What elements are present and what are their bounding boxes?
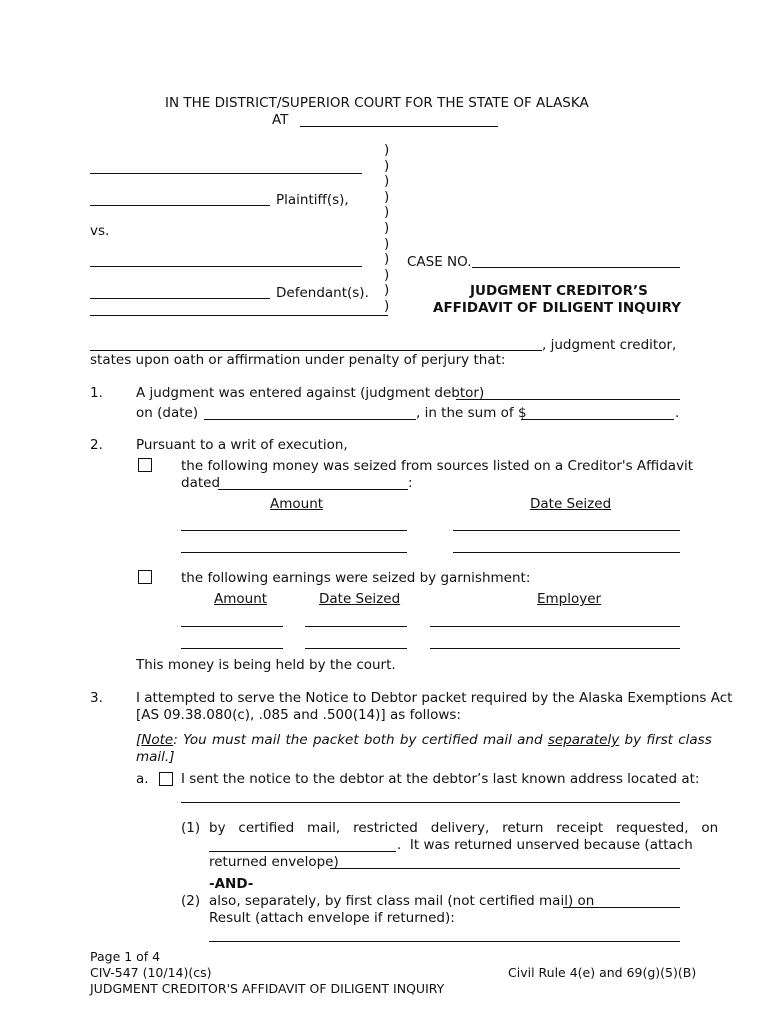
- amount-field-2[interactable]: [181, 552, 407, 553]
- last-known-address-text: I sent the notice to the debtor at the debtor’s last known address located at:: [181, 771, 700, 787]
- judgment-debtor-field[interactable]: [456, 399, 680, 400]
- money-seized-text: the following money was seized from sources listed on a Creditor's Affidavit: [181, 458, 694, 474]
- note-open-bracket: [: [136, 732, 142, 748]
- caption-bottom-rule: [90, 315, 388, 316]
- at-label: AT: [272, 112, 289, 128]
- note-line2: mail.]: [136, 749, 175, 765]
- date-seized-column-header: Date Seized: [530, 496, 612, 512]
- note-text: : You must mail the packet both by certified mail and: [173, 732, 543, 748]
- last-known-address-checkbox[interactable]: [159, 772, 173, 786]
- court-heading: IN THE DISTRICT/SUPERIOR COURT FOR THE STATE OF ALASKA: [165, 95, 589, 111]
- plaintiff-name-field-2[interactable]: [90, 205, 270, 206]
- affidavit-dated-field[interactable]: [218, 489, 408, 490]
- court-location-field[interactable]: [300, 126, 498, 127]
- item1-number: 1.: [90, 385, 103, 401]
- money-held-statement: This money is being held by the court.: [136, 657, 396, 673]
- first-class-date-field[interactable]: [563, 907, 680, 908]
- first-class-mail-text: also, separately, by first class mail (not certified mail) on: [209, 893, 595, 909]
- employer-field-1[interactable]: [430, 626, 680, 627]
- item2-intro: Pursuant to a writ of execution,: [136, 437, 348, 453]
- garnish-date-field-2[interactable]: [305, 648, 407, 649]
- mailing-note: [136, 732, 712, 748]
- page-number: Page 1 of 4: [90, 949, 161, 964]
- amount-column-header: Amount: [270, 496, 324, 512]
- case-no-label: CASE NO.: [407, 254, 472, 270]
- debtor-address-field[interactable]: [181, 802, 680, 803]
- item1-text: A judgment was entered against (judgment debtor): [136, 385, 485, 401]
- judgment-date-field[interactable]: [204, 419, 416, 420]
- judgment-creditor-field[interactable]: [90, 350, 542, 351]
- defendant-name-field[interactable]: [90, 266, 362, 267]
- item3-text-line1: I attempted to serve the Notice to Debtor packet required by the Alaska Exemptions Act: [136, 690, 733, 706]
- employer-column-header: Employer: [537, 591, 602, 607]
- result-field[interactable]: [209, 941, 680, 942]
- item2-number: 2.: [90, 437, 103, 453]
- garnish-date-field-1[interactable]: [305, 626, 407, 627]
- plaintiff-label: Plaintiff(s),: [276, 192, 349, 208]
- civil-rule-reference: Civil Rule 4(e) and 69(g)(5)(B): [508, 965, 697, 980]
- oath-statement: states upon oath or affirmation under penalty of perjury that:: [90, 352, 506, 368]
- judgment-sum-field[interactable]: [521, 419, 674, 420]
- earnings-garnished-text: the following earnings were seized by garnishment:: [181, 570, 531, 586]
- form-id: CIV-547 (10/14)(cs): [90, 965, 212, 980]
- dated-colon: :: [408, 475, 413, 491]
- defendant-name-field-2[interactable]: [90, 298, 270, 299]
- defendant-label: Defendant(s).: [276, 285, 369, 301]
- caption-paren-column: ) ) ) ) ) ) ) ) ) ) ): [384, 142, 390, 314]
- sum-period: .: [675, 405, 680, 421]
- earnings-garnished-checkbox[interactable]: [138, 570, 152, 584]
- dated-label: dated: [181, 475, 221, 491]
- form-title-line2: AFFIDAVIT OF DILIGENT INQUIRY: [433, 300, 682, 316]
- plaintiff-name-field[interactable]: [90, 173, 362, 174]
- sub1-number: (1): [181, 820, 201, 836]
- garnish-amount-field-2[interactable]: [181, 648, 283, 649]
- form-title-line1: JUDGMENT CREDITOR’S: [470, 283, 648, 299]
- garnish-date-header: Date Seized: [319, 591, 401, 607]
- garnish-amount-field-1[interactable]: [181, 626, 283, 627]
- note-text-end: by first class: [624, 732, 712, 748]
- judgment-creditor-label: , judgment creditor,: [542, 337, 677, 353]
- date-seized-field-2[interactable]: [453, 552, 680, 553]
- on-date-label: on (date): [136, 405, 199, 421]
- employer-field-2[interactable]: [430, 648, 680, 649]
- certified-mail-date-field[interactable]: [209, 851, 396, 852]
- and-label: -AND-: [209, 876, 254, 892]
- result-label: Result (attach envelope if returned):: [209, 910, 455, 926]
- returned-envelope-label: returned envelope): [209, 854, 339, 870]
- amount-field-1[interactable]: [181, 530, 407, 531]
- date-seized-field-1[interactable]: [453, 530, 680, 531]
- returned-unserved-text: . It was returned unserved because (attach: [397, 837, 693, 853]
- money-seized-checkbox[interactable]: [138, 458, 152, 472]
- item3-number: 3.: [90, 690, 103, 706]
- note-label: Note: [141, 732, 174, 748]
- note-separately: separately: [547, 732, 620, 748]
- item3-text-line2: [AS 09.38.080(c), .085 and .500(14)] as follows:: [136, 707, 461, 723]
- case-number-field[interactable]: [472, 267, 680, 268]
- option-a-label: a.: [136, 771, 149, 787]
- certified-mail-text: by certified mail, restricted delivery, return receipt requested, on: [209, 820, 719, 836]
- sum-label: , in the sum of $: [416, 405, 527, 421]
- garnish-amount-header: Amount: [214, 591, 268, 607]
- sub2-number: (2): [181, 893, 201, 909]
- vs-label: vs.: [90, 223, 110, 239]
- return-reason-field[interactable]: [330, 868, 680, 869]
- form-footer-title: JUDGMENT CREDITOR'S AFFIDAVIT OF DILIGENT INQUIRY: [90, 981, 445, 996]
